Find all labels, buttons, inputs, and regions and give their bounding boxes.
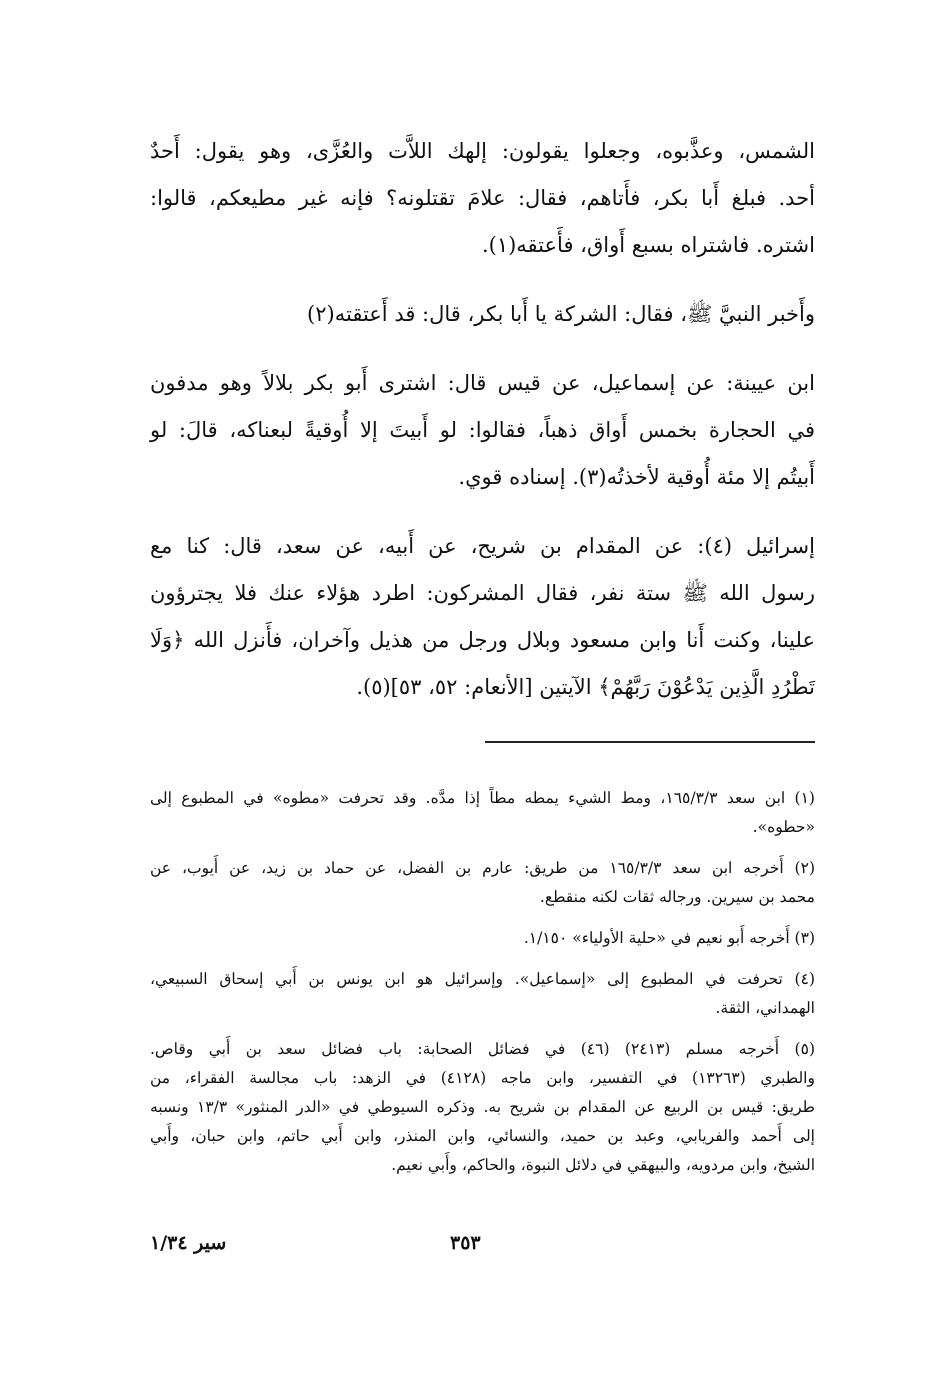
text-line: رسول الله ﷺ ستة نفر، فقال المشركون: اطرد هؤلاء عنك فلا يجترؤون: [150, 581, 815, 605]
text-line: أحد. فبلغ أَبا بكر، فأَتاهم، فقال: علامَ تقتلونه؟ فإنه غير مطيعكم، قالوا:: [150, 186, 815, 210]
footnote-line: (٣) أَخرجه أَبو نعيم في «حلية الأولياء» ١/١٥٠.: [523, 929, 815, 947]
paragraph: [150, 128, 815, 269]
footnote-line: (٤) تحرفت في المطبوع إلى «إسماعيل». وإسرائيل هو ابن يونس بن أَبي إسحاق السبيعي،: [150, 970, 815, 988]
footnote-line: (٢) أَخرجه ابن سعد ١٦٥/٣/٣ من طريق: عارم بن الفضل، عن حماد بن زيد، عن أَيوب، عن: [150, 859, 815, 877]
text-line: إسرائيل (٤): عن المقدام بن شريح، عن أَبيه، عن سعد، قال: كنا مع: [150, 534, 815, 558]
text-line: علينا، وكنت أَنا وابن مسعود وبلال ورجل من هذيل وآخران، فأَنزل الله ﴿وَلَا: [150, 628, 815, 652]
paragraph: [150, 523, 815, 711]
page-footer: [150, 1232, 815, 1262]
footnote-separator: [485, 741, 815, 743]
footnote-line: «حطوه».: [752, 818, 815, 836]
footnote: [150, 965, 815, 1023]
text-line: اشتره. فاشتراه بسبع أَواق، فأَعتقه(١).: [481, 233, 815, 257]
text-line: في الحجارة بخمس أَواق ذهباً، فقالوا: لو أَبيتَ إلا أُوقيةً لبعناكه، قالَ: لو: [150, 418, 815, 442]
footnote: [150, 1035, 815, 1180]
footnote-line: الشيخ، وابن مردويه، والبيهقي في دلائل النبوة، والحاكم، وأَبي نعيم.: [391, 1156, 815, 1174]
footnote-line: الهمداني، الثقة.: [715, 999, 815, 1017]
text-line: الشمس، وعذَّبوه، وجعلوا يقولون: إلهك اللاَّت والعُزَّى، وهو يقول: أَحدٌ: [150, 139, 815, 163]
footnote-line: إلى أَحمد والفريابي، وعبد بن حميد، والنسائي، وابن المنذر، وابن أَبي حاتم، وابن حبان، وأَبي: [150, 1127, 815, 1145]
text-line: تَطْرُدِ الَّذِين يَدْعُوْنَ رَبَّهُمْ﴾ الآيتين [الأنعام: ٥٢، ٥٣](٥).: [356, 675, 815, 699]
paragraph: [150, 360, 815, 501]
paragraph: [150, 291, 815, 338]
footnote: [150, 924, 815, 953]
page-number: ٣٥٣: [450, 1232, 481, 1254]
footnote-line: محمد بن سيرين. ورجاله ثقات لكنه منقطع.: [539, 888, 815, 906]
footnote-line: والطبري (١٣٢٦٣) في التفسير، وابن ماجه (٤١٢٨) في الزهد: باب مجالسة الفقراء، من: [150, 1069, 815, 1087]
text-line: وأَخبر النبيَّ ﷺ، فقال: الشركة يا أَبا بكر، قال: قد أَعتقته(٢): [307, 302, 815, 326]
text-line: أَبيتُم إلا مئة أُوقية لأخذتُه(٣). إسناده قوي.: [458, 465, 815, 489]
footnote-line: طريق: قيس بن الربيع عن المقدام بن شريح به. وذكره السيوطي في «الدر المنثور» ١٣/٣ ونسبه: [150, 1098, 816, 1116]
main-text: [150, 128, 815, 733]
footnotes: [150, 784, 815, 1192]
text-line: ابن عيينة: عن إسماعيل، عن قيس قال: اشترى أَبو بكر بلالاً وهو مدفون: [150, 371, 815, 395]
footnote: [150, 784, 815, 842]
footnote: [150, 854, 815, 912]
signature-mark: سير ١/٣٤: [150, 1232, 227, 1254]
footnote-line: (١) ابن سعد ١٦٥/٣/٣، ومط الشيء يمطه مطاً إذا مدَّه. وقد تحرفت «مطوه» في المطبوع إلى: [150, 789, 815, 807]
footnote-line: (٥) أَخرجه مسلم (٢٤١٣) (٤٦) في فضائل الصحابة: باب فضائل سعد بن أَبي وقاص.: [150, 1040, 815, 1058]
